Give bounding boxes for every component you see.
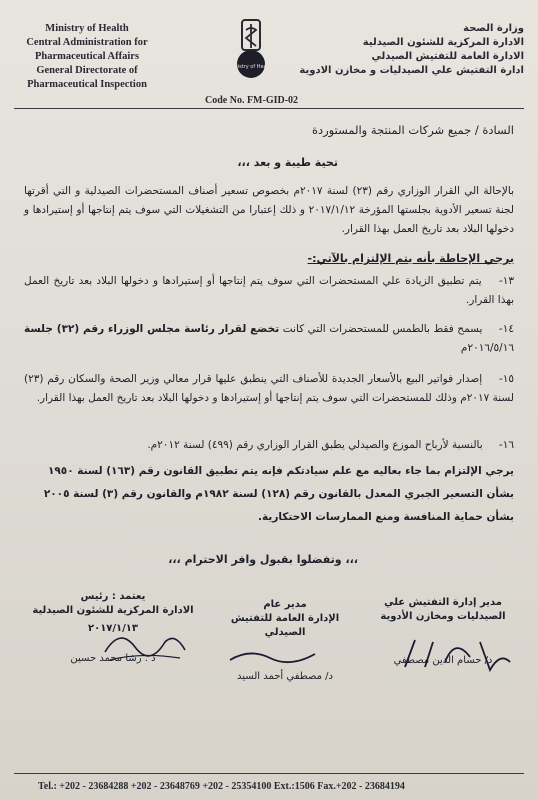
ministry-logo-icon	[228, 18, 274, 82]
item-text: إصدار فواتير البيع بالأسعار الجديدة للأصناف التي ينطبق عليها قرار معالي وزير الصحة والسكان رقم (٢٣) لسنة ٢٠١٧م وذلك للمستحضرات التي سوف يتم إنتاجها أو إستيرادها و دخولها البلاد بعد تاريخ العمل بهذا القرار.	[24, 373, 514, 404]
handwritten-signature-right	[395, 632, 515, 677]
item-text: بالنسبة لأرباح الموزع والصيدلي يطبق القرار الوزاري رقم (٤٩٩) لسنة ٢٠١٢م.	[147, 439, 483, 451]
list-item	[24, 272, 514, 310]
item-bold-text: تخضع لقرار رئاسة مجلس الوزراء رقم (٣٢) جلسة	[24, 323, 280, 335]
greeting-line: تحية طيبة و بعد ،،،	[237, 156, 338, 169]
signature-name: د . رشا محمد حسين	[70, 653, 156, 664]
signature-title: مدير عام	[263, 599, 307, 610]
item-number: ١٤-	[498, 323, 514, 335]
signature-name: د/ حسام الدين مصطفي	[393, 655, 493, 666]
en-header-line: General Directorate of	[36, 65, 138, 76]
ar-header-line: الادارة العامة للتفتيش الصيدلي	[371, 51, 524, 62]
item-text: يتم تطبيق الزيادة علي المستحضرات التي سوف يتم إنتاجها أو إستيرادها و دخولها البلاد بعد تاريخ العمل بهذا القرار.	[24, 275, 514, 306]
item-number: ١٦-	[498, 439, 514, 451]
signature-title: الصيدليات ومخازن الأدوية	[380, 611, 506, 622]
signature-title: الادارة المركزية للشئون الصيدلية	[32, 605, 194, 616]
arabic-letterhead	[294, 22, 524, 78]
addressee-line: السادة / جميع شركات المنتجة والمستوردة	[311, 123, 514, 137]
ar-header-line: ادارة التفتيش علي الصيدليات و مخازن الادوية	[299, 65, 524, 76]
en-header-line: Central Administration for	[26, 37, 148, 48]
handwritten-signature-middle	[225, 640, 325, 670]
signature-date: ٢٠١٧/١/١٣	[87, 623, 139, 634]
signature-title: يعتمد : رئيس	[80, 591, 146, 602]
item-number: ١٥-	[498, 373, 515, 385]
ar-header-line: الادارة المركزية للشئون الصيدلية	[362, 37, 524, 48]
item-tail-text: ٢٠١٦/٥/١٦م	[460, 342, 514, 354]
en-header-line: Pharmaceutical Affairs	[34, 51, 140, 62]
ar-header-line: وزارة الصحة	[463, 23, 524, 34]
requirement-heading: برجي الإحاطة بأنه يتم الإلتزام بالآتي:-	[307, 252, 514, 265]
logo-caption: Ministry of Health	[228, 64, 274, 70]
signature-name: د/ مصطفي أحمد السيد	[237, 671, 333, 682]
signature-title: الإدارة العامة للتفتيش الصيدلي	[230, 613, 340, 638]
closing-line: ،،، وتفضلوا بقبول وافر الاحترام ،،،	[168, 553, 358, 566]
item-number: ١٣-	[498, 275, 515, 287]
form-code: Code No. FM-GID-02	[205, 95, 299, 106]
en-header-line: Pharmaceutical Inspection	[27, 79, 147, 90]
handwritten-signature-left	[100, 622, 190, 667]
en-header-line: Ministry of Health	[45, 23, 129, 34]
contact-footer: Tel.: +202 - 23684288 +202 - 23648769 +202 - 25354100 Ext.:1506 Fax.+202 - 23684194	[38, 781, 405, 792]
footer-divider	[14, 773, 524, 774]
signature-title: مدير إدارة التفتيش علي	[384, 597, 502, 608]
list-item	[24, 436, 514, 455]
item-text: يسمح فقط بالطمس للمستحضرات التي كانت	[279, 323, 483, 335]
final-paragraph: يرجي الإلتزام بما جاء بعاليه مع علم سيادتكم فإنه يتم تطبيق القانون رقم (١٦٣) لسنة ١٩٥٠ بشأن التسعير الجبري المعدل بالقانون رقم (١٢٨) لسنة ١٩٨٢م والقانون رقم (٣) لسنة ٢٠٠٥ بشأن حماية المنافسة ومنع الممارسات الاحتكارية.	[43, 465, 514, 523]
list-item	[24, 370, 514, 408]
list-item	[24, 320, 514, 358]
intro-paragraph: بالإحالة الي القرار الوزاري رقم (٢٣) لسنة ٢٠١٧م بخصوص تسعير أصناف المستحضرات الصيدلية و التي أقرتها لجنة تسعير الأدوية بجلستها المؤرخة ٢٠١٧/١/١٢ و ذلك إعتبارا من التشغيلات التي سوف يتم إنتاجها أو إستيرادها و دخولها البلاد بعد تاريخ العمل بهذا القرار.	[24, 185, 514, 235]
english-letterhead	[12, 22, 162, 92]
header-divider	[14, 108, 524, 109]
